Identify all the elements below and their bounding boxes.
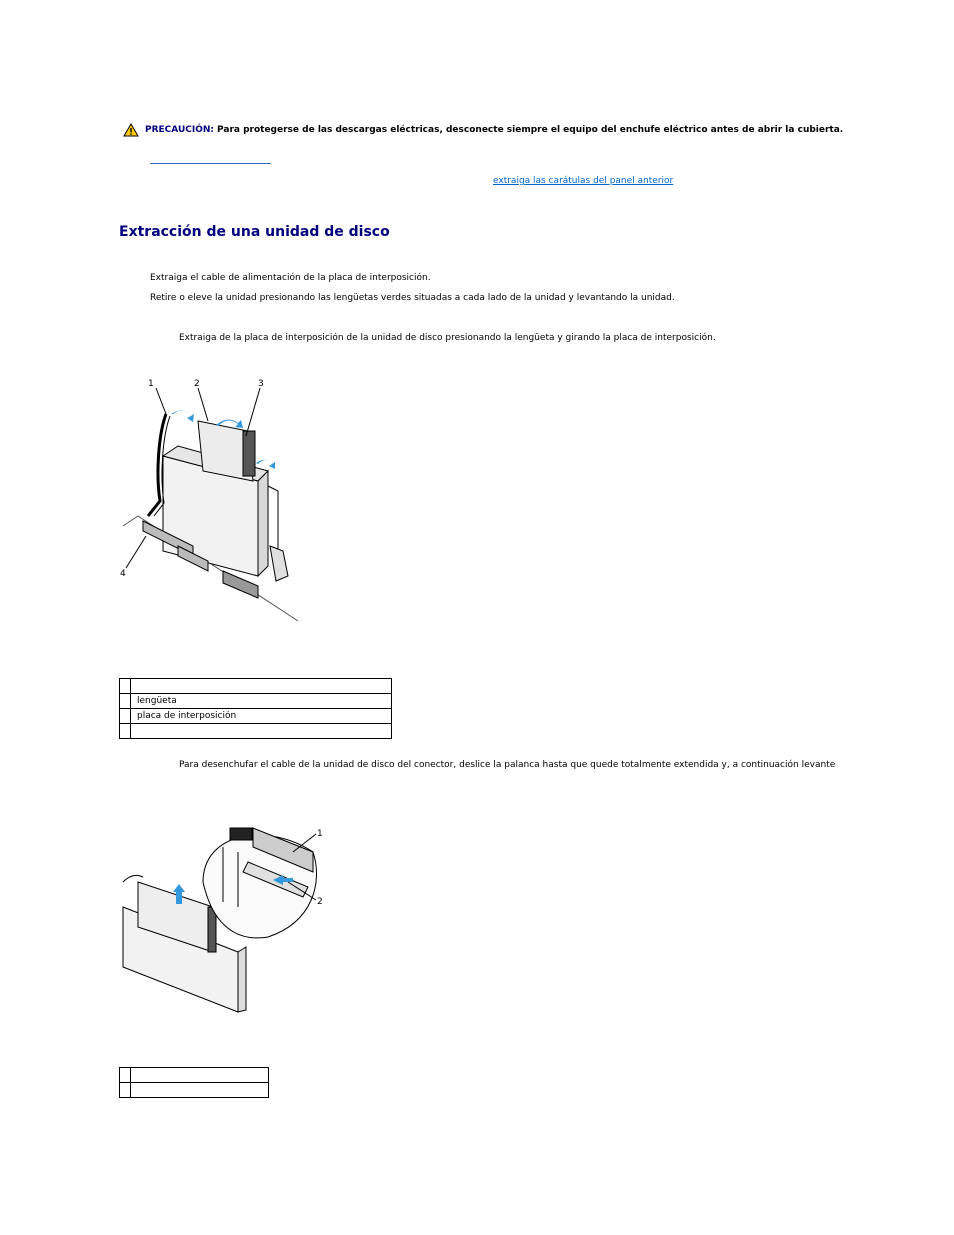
cable-connector-figure <box>118 822 328 1014</box>
fig2-callout-2: 2 <box>317 897 323 907</box>
table-row: lengüeta <box>120 694 392 709</box>
fig1-callout-2: 2 <box>194 379 200 389</box>
empty-link-underline[interactable] <box>150 163 271 164</box>
fig2-callout-1: 1 <box>317 829 323 839</box>
step-3-text: Extraiga de la placa de interposición de la unidad de disco presionando la lengüeta y girando la placa de interposición. <box>179 333 716 343</box>
step-2-text: Retire o eleve la unidad presionando las lengüetas verdes situadas a cada lado de la unidad y levantando la unidad. <box>150 293 675 303</box>
step-4-text: Para desenchufar el cable de la unidad de disco del conector, deslice la palanca hasta que quede totalmente extendida y, a continuación levante <box>179 760 836 770</box>
table-row <box>120 1083 269 1098</box>
caution-text: Para protegerse de las descargas eléctricas, desconecte siempre el equipo del enchufe eléctrico antes de abrir la cubierta. <box>217 125 844 135</box>
caution-label: PRECAUCIÓN: <box>145 125 215 135</box>
legend-table-2 <box>119 1067 269 1098</box>
warning-triangle-icon <box>123 123 139 137</box>
table-row <box>120 1068 269 1083</box>
table-row <box>120 679 392 694</box>
step-1-text: Extraiga el cable de alimentación de la placa de interposición. <box>150 273 431 283</box>
table-row <box>120 724 392 739</box>
section-title: Extracción de una unidad de disco <box>119 224 390 240</box>
fig1-callout-1: 1 <box>148 379 154 389</box>
table-row: placa de interposición <box>120 709 392 724</box>
fig1-callout-3: 3 <box>258 379 264 389</box>
front-panel-link[interactable]: extraiga las carátulas del panel anterior <box>493 176 674 186</box>
drive-interposer-figure <box>118 376 303 626</box>
fig1-callout-4: 4 <box>120 569 126 579</box>
caution-notice <box>123 123 843 137</box>
legend-table-1 <box>119 678 392 739</box>
